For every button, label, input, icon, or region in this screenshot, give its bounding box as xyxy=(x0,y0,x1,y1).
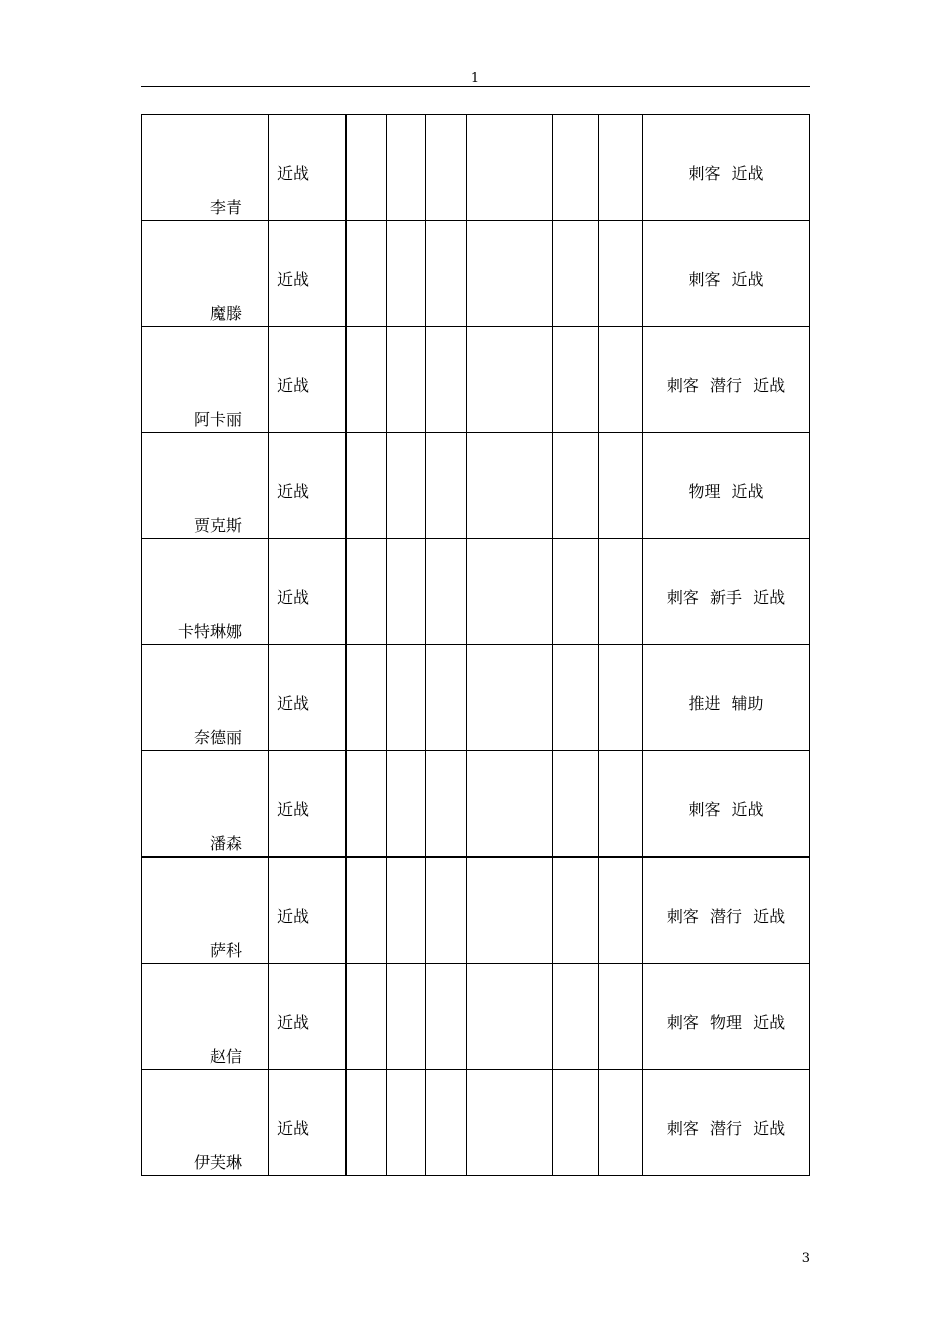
hero-range: 近战 xyxy=(277,164,310,183)
empty-cell xyxy=(553,645,599,751)
table-row xyxy=(142,751,810,858)
hero-range: 近战 xyxy=(277,376,310,395)
empty-cell xyxy=(346,964,387,1070)
empty-cell xyxy=(346,645,387,751)
footer-page-number: 3 xyxy=(801,1251,810,1266)
empty-cell xyxy=(426,221,467,327)
hero-range-cell xyxy=(269,115,346,221)
hero-name: 萨科 xyxy=(209,941,242,960)
hero-range-cell xyxy=(269,1070,346,1176)
hero-tags: 刺客 近战 xyxy=(688,164,764,183)
hero-name-cell xyxy=(142,327,269,433)
empty-cell xyxy=(387,115,426,221)
empty-cell xyxy=(346,539,387,645)
empty-cell xyxy=(467,1070,553,1176)
empty-cell xyxy=(599,433,643,539)
hero-name-cell xyxy=(142,433,269,539)
hero-name-cell xyxy=(142,751,269,858)
empty-cell xyxy=(346,1070,387,1176)
hero-name: 李青 xyxy=(209,198,242,217)
empty-cell xyxy=(467,327,553,433)
header-page-number: 1 xyxy=(470,71,480,86)
hero-range: 近战 xyxy=(277,694,310,713)
empty-cell xyxy=(387,645,426,751)
hero-range-cell xyxy=(269,539,346,645)
empty-cell xyxy=(387,751,426,858)
empty-cell xyxy=(387,964,426,1070)
empty-cell xyxy=(553,327,599,433)
empty-cell xyxy=(387,433,426,539)
table-row xyxy=(142,433,810,539)
hero-range-cell xyxy=(269,433,346,539)
empty-cell xyxy=(467,221,553,327)
hero-range: 近战 xyxy=(277,1013,310,1032)
empty-cell xyxy=(599,964,643,1070)
empty-cell xyxy=(553,964,599,1070)
hero-tags-cell xyxy=(643,115,810,221)
hero-range-cell xyxy=(269,857,346,964)
hero-name-cell xyxy=(142,645,269,751)
hero-name: 贾克斯 xyxy=(193,516,242,535)
hero-range-cell xyxy=(269,751,346,858)
empty-cell xyxy=(387,1070,426,1176)
empty-cell xyxy=(599,857,643,964)
hero-name-cell xyxy=(142,1070,269,1176)
empty-cell xyxy=(553,221,599,327)
table-row xyxy=(142,327,810,433)
empty-cell xyxy=(599,115,643,221)
hero-range: 近战 xyxy=(277,800,310,819)
empty-cell xyxy=(346,115,387,221)
empty-cell xyxy=(387,857,426,964)
empty-cell xyxy=(467,433,553,539)
table-row xyxy=(142,221,810,327)
empty-cell xyxy=(467,539,553,645)
hero-tags-cell xyxy=(643,539,810,645)
empty-cell xyxy=(387,327,426,433)
hero-tags-cell xyxy=(643,857,810,964)
empty-cell xyxy=(426,327,467,433)
hero-tags: 刺客 近战 xyxy=(688,800,764,819)
empty-cell xyxy=(599,221,643,327)
hero-tags: 物理 近战 xyxy=(688,482,764,501)
hero-tags-cell xyxy=(643,645,810,751)
empty-cell xyxy=(426,751,467,858)
hero-range-cell xyxy=(269,327,346,433)
hero-name-cell xyxy=(142,539,269,645)
hero-name: 魔滕 xyxy=(209,304,242,323)
empty-cell xyxy=(599,645,643,751)
table-row xyxy=(142,964,810,1070)
header-rule xyxy=(141,86,810,87)
empty-cell xyxy=(346,751,387,858)
table-row xyxy=(142,115,810,221)
table-row xyxy=(142,539,810,645)
empty-cell xyxy=(346,433,387,539)
empty-cell xyxy=(599,751,643,858)
empty-cell xyxy=(426,433,467,539)
hero-tags-cell xyxy=(643,964,810,1070)
hero-name: 卡特琳娜 xyxy=(177,622,242,641)
empty-cell xyxy=(387,221,426,327)
hero-name: 赵信 xyxy=(209,1047,242,1066)
hero-name: 伊芙琳 xyxy=(193,1153,242,1172)
empty-cell xyxy=(599,1070,643,1176)
hero-name-cell xyxy=(142,857,269,964)
empty-cell xyxy=(553,751,599,858)
hero-range-cell xyxy=(269,645,346,751)
empty-cell xyxy=(426,115,467,221)
hero-name-cell xyxy=(142,964,269,1070)
hero-tags: 推进 辅助 xyxy=(688,694,764,713)
hero-tags: 刺客 潜行 近战 xyxy=(666,376,786,395)
hero-table xyxy=(141,114,810,1176)
empty-cell xyxy=(467,115,553,221)
hero-tags-cell xyxy=(643,327,810,433)
empty-cell xyxy=(553,857,599,964)
table-row xyxy=(142,857,810,964)
empty-cell xyxy=(553,433,599,539)
hero-range: 近战 xyxy=(277,270,310,289)
table-row xyxy=(142,645,810,751)
hero-name: 潘森 xyxy=(209,834,242,853)
hero-tags-cell xyxy=(643,751,810,858)
hero-tags: 刺客 潜行 近战 xyxy=(666,1119,786,1138)
hero-range: 近战 xyxy=(277,588,310,607)
hero-tags-cell xyxy=(643,433,810,539)
hero-tags: 刺客 物理 近战 xyxy=(666,1013,786,1032)
empty-cell xyxy=(467,645,553,751)
table-row xyxy=(142,1070,810,1176)
empty-cell xyxy=(426,539,467,645)
hero-tags: 刺客 近战 xyxy=(688,270,764,289)
empty-cell xyxy=(467,964,553,1070)
hero-tags-cell xyxy=(643,221,810,327)
hero-tags: 刺客 新手 近战 xyxy=(666,588,786,607)
hero-name: 奈德丽 xyxy=(193,728,242,747)
empty-cell xyxy=(387,539,426,645)
hero-name-cell xyxy=(142,115,269,221)
empty-cell xyxy=(553,1070,599,1176)
empty-cell xyxy=(467,751,553,858)
hero-tags-cell xyxy=(643,1070,810,1176)
empty-cell xyxy=(426,857,467,964)
empty-cell xyxy=(426,645,467,751)
empty-cell xyxy=(426,1070,467,1176)
hero-range-cell xyxy=(269,221,346,327)
hero-name: 阿卡丽 xyxy=(193,410,242,429)
empty-cell xyxy=(553,115,599,221)
hero-range-cell xyxy=(269,964,346,1070)
empty-cell xyxy=(346,221,387,327)
empty-cell xyxy=(467,857,553,964)
empty-cell xyxy=(599,539,643,645)
empty-cell xyxy=(599,327,643,433)
hero-range: 近战 xyxy=(277,907,310,926)
hero-range: 近战 xyxy=(277,1119,310,1138)
empty-cell xyxy=(553,539,599,645)
hero-name-cell xyxy=(142,221,269,327)
empty-cell xyxy=(346,327,387,433)
hero-tags: 刺客 潜行 近战 xyxy=(666,907,786,926)
hero-range: 近战 xyxy=(277,482,310,501)
empty-cell xyxy=(346,857,387,964)
empty-cell xyxy=(426,964,467,1070)
